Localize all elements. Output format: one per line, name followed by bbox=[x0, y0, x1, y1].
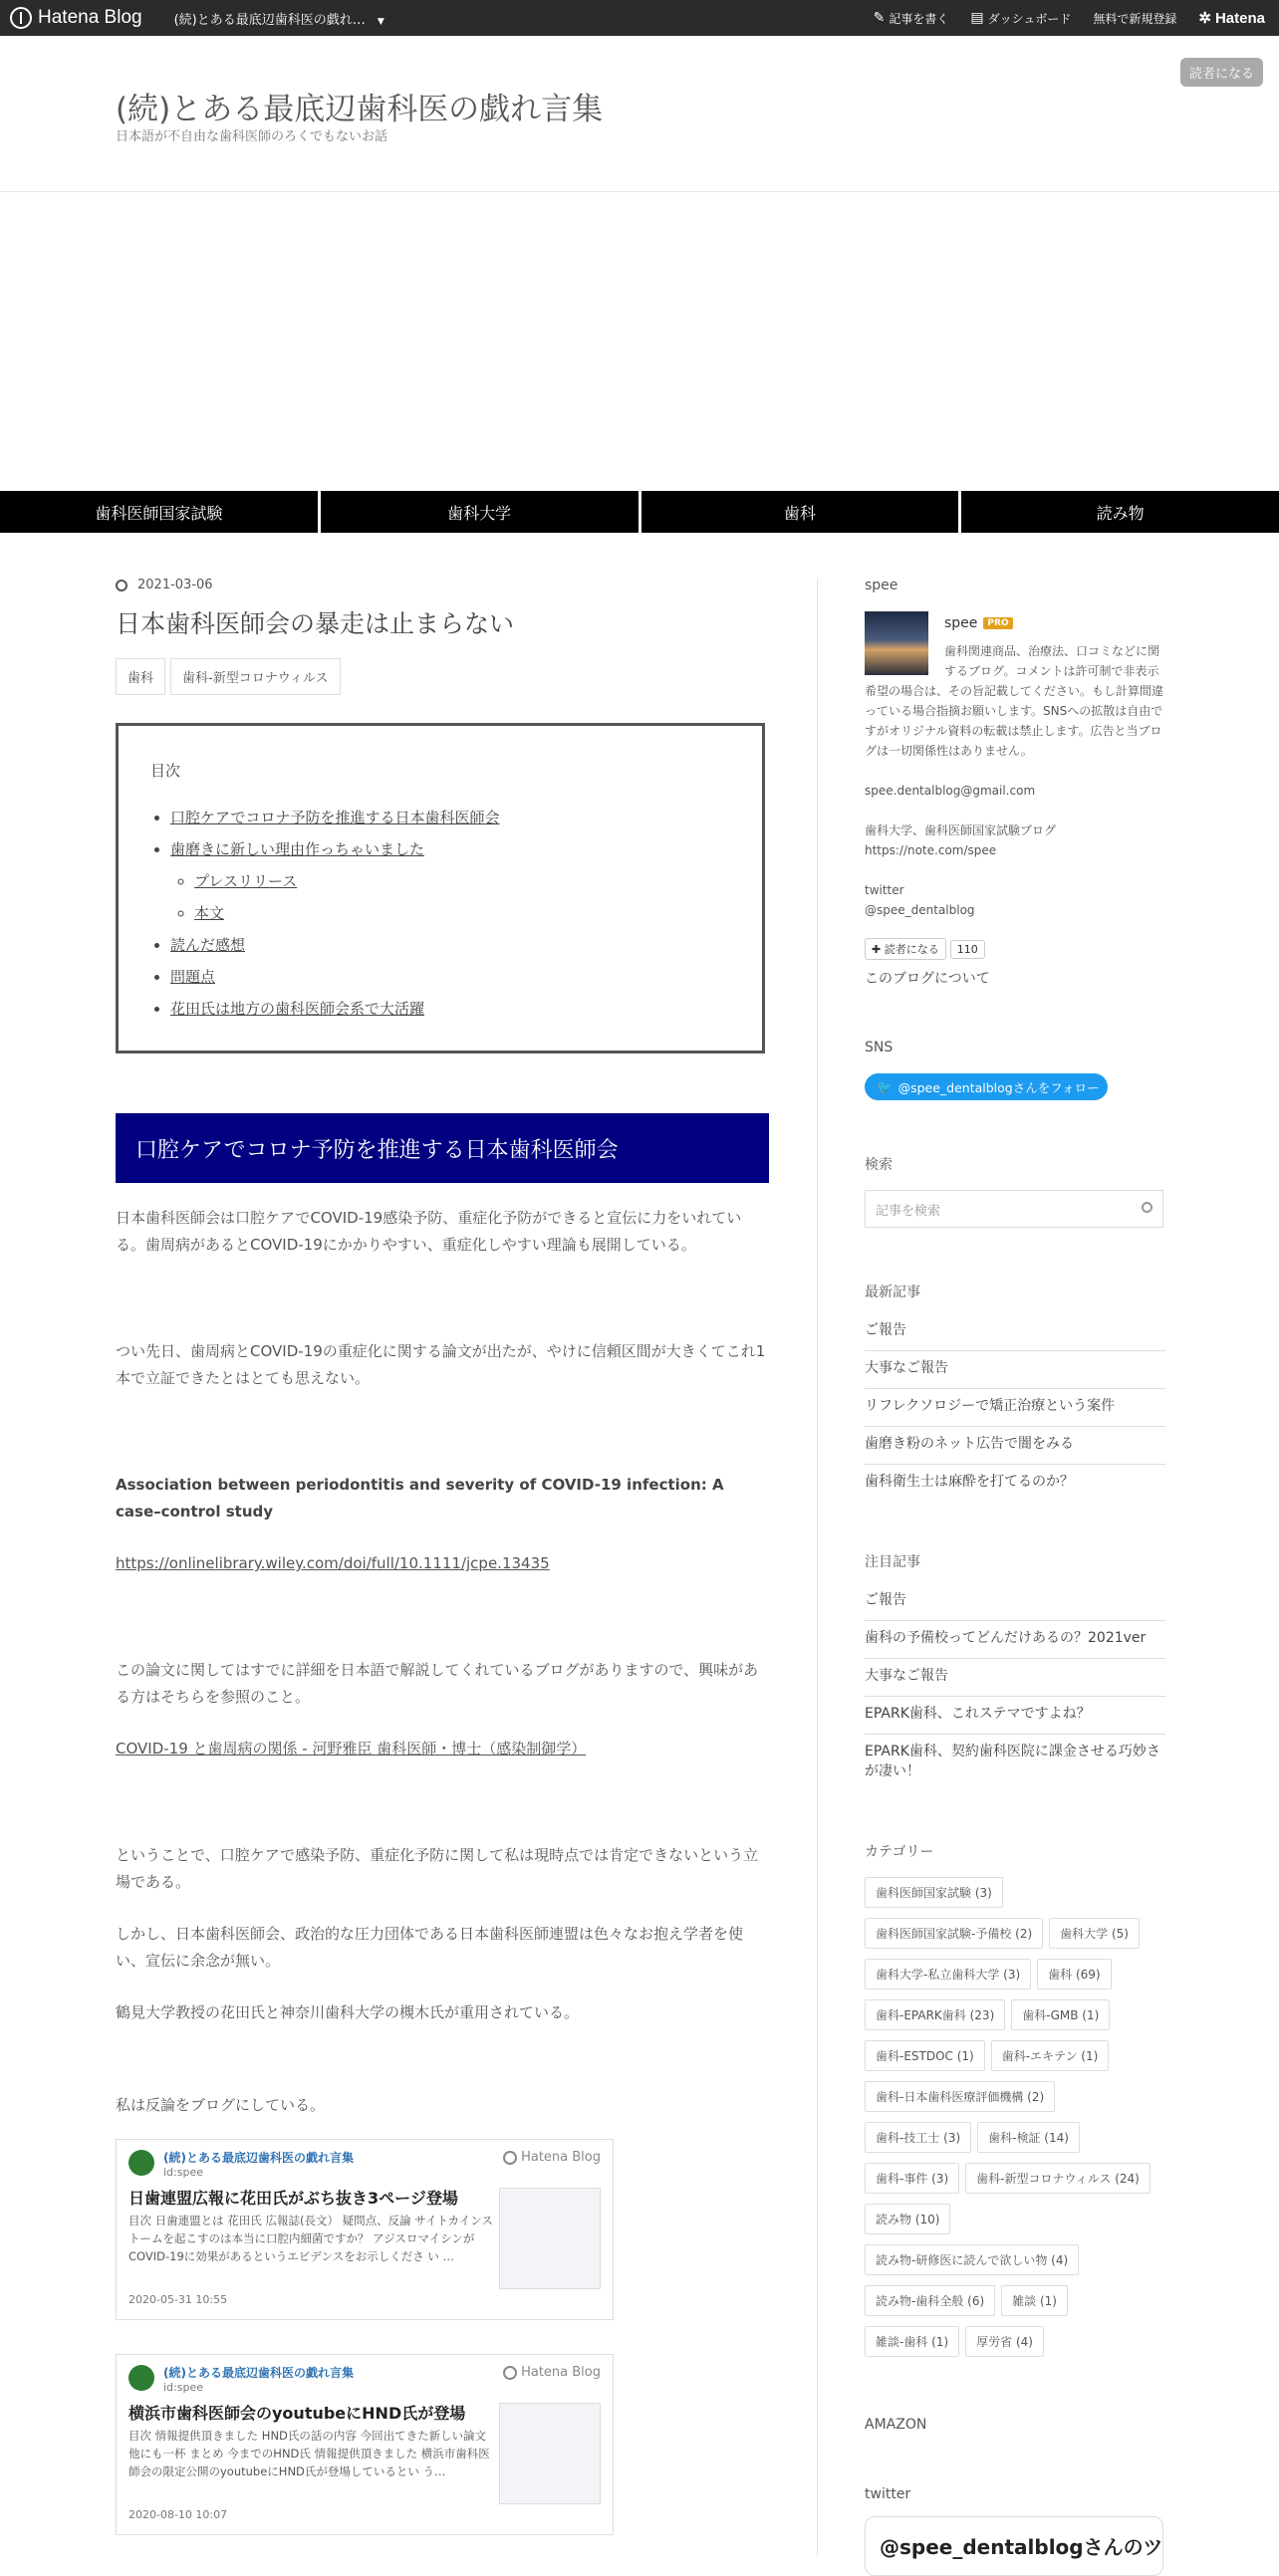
table-of-contents bbox=[116, 723, 765, 1054]
card-thumbnail bbox=[499, 2403, 601, 2504]
embedded-blog-card[interactable] bbox=[116, 2354, 614, 2535]
global-header bbox=[0, 0, 1279, 36]
category-link[interactable]: 歯科大学-私立歯科大学 (3) bbox=[865, 1959, 1031, 1990]
profile-twitter-handle[interactable]: @spee_dentalblog bbox=[865, 903, 975, 917]
profile-heading: spee bbox=[865, 578, 898, 593]
nav-item-dental-university[interactable]: 歯科大学 bbox=[321, 491, 639, 533]
reader-subscribe bbox=[865, 938, 1165, 960]
card-title[interactable]: 横浜市歯科医師会のyoutubeにHND氏が登場 bbox=[128, 2404, 466, 2423]
toc-title: 目次 bbox=[150, 762, 181, 780]
toc-item[interactable]: • 読んだ感想 bbox=[170, 934, 762, 955]
blog-description: 日本語が不自由な歯科医師のろくでもないお話 bbox=[116, 129, 388, 144]
category-link[interactable]: 歯科大学 (5) bbox=[1049, 1918, 1140, 1949]
hatena-logo-text: Hatena bbox=[1214, 9, 1265, 27]
paragraph: 私は反論をブログにしている。 bbox=[116, 2096, 326, 2114]
category-link[interactable]: 歯科-EPARK歯科 (23) bbox=[865, 1999, 1005, 2030]
category-link[interactable]: 雑談 (1) bbox=[1001, 2285, 1068, 2316]
toc-item[interactable]: • 口腔ケアでコロナ予防を推進する日本歯科医師会 bbox=[170, 807, 762, 827]
category-tag[interactable]: 歯科-新型コロナウィルス bbox=[170, 658, 341, 695]
caret-down-icon: ▼ bbox=[377, 16, 384, 27]
dashboard-link[interactable] bbox=[970, 10, 1071, 27]
card-blog-name[interactable]: (続)とある最底辺歯科医の戯れ言集 bbox=[163, 2151, 354, 2165]
plus-icon: ✚ bbox=[872, 943, 885, 956]
featured-heading: 注目記事 bbox=[865, 1554, 920, 1570]
category-heading: カテゴリー bbox=[865, 1844, 934, 1860]
about-blog-link[interactable]: このブログについて bbox=[865, 971, 990, 987]
category-tag[interactable]: 歯科 bbox=[116, 658, 165, 695]
category-link[interactable]: 歯科-エキテン (1) bbox=[991, 2040, 1110, 2071]
profile-note-url[interactable]: https://note.com/spee bbox=[865, 843, 997, 857]
hatena-sparkle-icon: ✲ bbox=[1198, 10, 1211, 27]
hatena-blog-icon bbox=[503, 2151, 517, 2165]
recent-posts-list bbox=[865, 1313, 1165, 1502]
card-hatena-blog-brand bbox=[503, 2150, 601, 2165]
card-brand-text: Hatena Blog bbox=[521, 2150, 601, 2165]
dashboard-icon: ▤ bbox=[970, 10, 984, 26]
twitter-timeline-embed[interactable]: @spee_dentalblogさんのツ bbox=[865, 2516, 1163, 2576]
category-link[interactable]: 読み物 (10) bbox=[865, 2204, 950, 2234]
recent-post-link[interactable]: ご報告 bbox=[865, 1313, 1165, 1351]
recent-post-link[interactable]: 歯磨き粉のネット広告で闇をみる bbox=[865, 1427, 1165, 1465]
nav-item-dentistry[interactable]: 歯科 bbox=[641, 491, 959, 533]
category-link[interactable]: 歯科-ESTDOC (1) bbox=[865, 2040, 985, 2071]
profile-name[interactable]: spee bbox=[944, 615, 978, 631]
twitter-follow-label: @spee_dentalblogさんをフォロー bbox=[897, 1079, 1100, 1095]
recent-post-link[interactable]: 大事なご報告 bbox=[865, 1351, 1165, 1389]
avatar[interactable] bbox=[865, 611, 928, 675]
category-link[interactable]: 歯科 (69) bbox=[1037, 1959, 1111, 1990]
category-list bbox=[865, 1877, 1173, 2367]
pencil-icon: ✎ bbox=[873, 10, 886, 26]
featured-post-link[interactable]: 大事なご報告 bbox=[865, 1659, 1165, 1697]
article-date-text: 2021-03-06 bbox=[137, 578, 213, 592]
paragraph: つい先日、歯周病とCOVID-19の重症化に関する論文が出たが、やけに信頼区間が大きくてこれ1本で立証できたとはとても思えない。 bbox=[116, 1342, 766, 1387]
card-hatena-blog-brand bbox=[503, 2365, 601, 2380]
blog-avatar-icon bbox=[128, 2365, 154, 2391]
twitter-heading: twitter bbox=[865, 2486, 911, 2502]
embedded-blog-card[interactable] bbox=[116, 2139, 614, 2320]
article-title[interactable]: 日本歯科医師会の暴走は止まらない bbox=[116, 609, 515, 638]
card-user-id: id:spee bbox=[163, 2381, 203, 2394]
clock-icon bbox=[116, 580, 128, 591]
recent-post-link[interactable]: 歯科衛生士は麻酔を打てるのか？ bbox=[865, 1474, 1074, 1490]
search-heading: 検索 bbox=[865, 1157, 893, 1173]
sidebar bbox=[865, 578, 1165, 2576]
write-post-label: 記事を書く bbox=[889, 11, 949, 26]
profile-twitter-label: twitter bbox=[865, 883, 904, 897]
sns-heading: SNS bbox=[865, 1040, 894, 1055]
write-post-link[interactable] bbox=[874, 10, 949, 27]
card-user-id: id:spee bbox=[163, 2166, 203, 2179]
category-link[interactable]: 雑談-歯科 (1) bbox=[865, 2326, 959, 2357]
hatena-blog-icon bbox=[503, 2366, 517, 2380]
twitter-bird-icon: 🐦 bbox=[877, 1078, 893, 1094]
card-thumbnail bbox=[499, 2188, 601, 2289]
external-blog-link[interactable]: COVID-19 と歯周病の関係 - 河野雅臣 歯科医師・博士（感染制御学） bbox=[116, 1740, 587, 1757]
card-date: 2020-05-31 10:55 bbox=[128, 2293, 228, 2306]
card-excerpt: 目次 日歯連盟とは 花田氏 広報誌(長文） 疑問点、反論 サイトカインストームを起こすのは本当に口腔内細菌ですか？ アジスロマイシンがCOVID-19に効果があるというエビデンスをお示しくださ い … bbox=[128, 2214, 493, 2263]
paragraph: 日本歯科医師会は口腔ケアでCOVID-19感染予防、重症化予防ができると宣伝に力をいれている。歯周病があるとCOVID-19にかかりやすい、重症化しやすい理論も展開している。 bbox=[116, 1209, 742, 1254]
category-link[interactable]: 歯科-新型コロナウィルス (24) bbox=[965, 2163, 1151, 2194]
article bbox=[116, 578, 769, 2535]
toc-item[interactable]: • 花田氏は地方の歯科医師会系で大活躍 bbox=[170, 998, 762, 1019]
dashboard-label: ダッシュボード bbox=[987, 11, 1072, 26]
blog-switcher[interactable] bbox=[174, 9, 384, 28]
category-link[interactable]: 歯科-技工士 (3) bbox=[865, 2122, 971, 2153]
hatena-blog-icon bbox=[10, 7, 32, 29]
hatena-blog-logo-text: Hatena Blog bbox=[38, 7, 142, 28]
category-link[interactable]: 歯科-検証 (14) bbox=[977, 2122, 1080, 2153]
category-link[interactable]: 歯科医師国家試験-予備校 (2) bbox=[865, 1918, 1043, 1949]
toc-subitem[interactable]: ◦ 本文 bbox=[194, 902, 762, 923]
reader-count[interactable]: 110 bbox=[950, 940, 985, 959]
card-brand-text: Hatena Blog bbox=[521, 2365, 601, 2380]
category-link[interactable]: 歯科-日本歯科医療評価機構 (2) bbox=[865, 2081, 1055, 2112]
nav-item-reading[interactable]: 読み物 bbox=[961, 491, 1279, 533]
section-heading: 口腔ケアでコロナ予防を推進する日本歯科医師会 bbox=[116, 1113, 769, 1183]
article-categories bbox=[116, 658, 769, 695]
category-link[interactable]: 歯科-GMB (1) bbox=[1011, 1999, 1110, 2030]
toc-item[interactable]: 歯磨きに新しい理由作っちゃいました bbox=[170, 840, 425, 858]
twitter-follow-button[interactable] bbox=[865, 1073, 1108, 1100]
paragraph: ということで、口腔ケアで感染予防、重症化予防に関して私は現時点では肯定できないという立場である。 bbox=[116, 1846, 759, 1891]
search-icon[interactable] bbox=[1142, 1202, 1152, 1213]
category-nav bbox=[0, 491, 1279, 533]
category-link[interactable]: 歯科医師国家試験 (3) bbox=[865, 1877, 1003, 1908]
pro-badge: PRO bbox=[983, 617, 1012, 629]
toc-item-group bbox=[170, 838, 762, 923]
category-link[interactable]: 歯科-事件 (3) bbox=[865, 2163, 959, 2194]
signup-link[interactable] bbox=[1093, 10, 1176, 27]
blog-title[interactable]: (続)とある最底辺歯科医の戯れ言集 bbox=[116, 92, 604, 127]
paper-link[interactable]: https://onlinelibrary.wiley.com/doi/full/10.1111/jcpe.13435 bbox=[116, 1554, 550, 1572]
featured-post-link[interactable]: EPARK歯科、これステマですよね？ bbox=[865, 1697, 1165, 1735]
featured-post-link[interactable]: EPARK歯科、契約歯科医院に課金させる巧妙さが凄い！ bbox=[865, 1744, 1160, 1779]
recent-heading: 最新記事 bbox=[865, 1285, 920, 1300]
category-link[interactable]: 厚労省 (4) bbox=[965, 2326, 1044, 2357]
nav-item-dental-exam[interactable]: 歯科医師国家試験 bbox=[0, 491, 318, 533]
hatena-blog-logo[interactable] bbox=[10, 7, 142, 29]
profile-note-label: 歯科大学、歯科医師国家試験ブログ bbox=[865, 823, 1057, 837]
card-date: 2020-08-10 10:07 bbox=[128, 2508, 228, 2521]
reader-button-label: 読者になる bbox=[884, 943, 939, 956]
paragraph: この論文に関してはすでに詳細を日本語で解説してくれているブログがありますので、興味がある方はそちらを参照のこと。 bbox=[116, 1661, 759, 1706]
featured-posts-list bbox=[865, 1583, 1165, 1791]
amazon-heading: AMAZON bbox=[865, 2417, 927, 2433]
paragraph: 鶴見大学教授の花田氏と神奈川歯科大学の槻木氏が重用されている。 bbox=[116, 2003, 580, 2021]
subscribe-button[interactable]: 読者になる bbox=[1180, 58, 1263, 87]
hatena-logo[interactable] bbox=[1198, 9, 1265, 27]
featured-post-link[interactable]: 歯科の予備校ってどんだけあるの？2021ver bbox=[865, 1621, 1165, 1659]
card-blog-name[interactable]: (続)とある最底辺歯科医の戯れ言集 bbox=[163, 2366, 354, 2380]
signup-label: 無料で新規登録 bbox=[1093, 11, 1177, 26]
blog-switcher-label: (続)とある最底辺歯科医の戯れ… bbox=[173, 12, 366, 28]
article-date[interactable] bbox=[116, 578, 769, 592]
profile-module bbox=[865, 611, 1165, 761]
featured-post-link[interactable]: ご報告 bbox=[865, 1583, 1165, 1621]
paper-title: Association between periodontitis and severity of COVID-19 infection: A case–control study bbox=[116, 1476, 724, 1521]
category-link[interactable]: 読み物-歯科全般 (6) bbox=[865, 2285, 995, 2316]
category-link[interactable]: 読み物-研修医に読んで欲しい物 (4) bbox=[865, 2244, 1079, 2275]
profile-description-text: 歯科関連商品、治療法、口コミなどに関するブログ。コメントは許可制で非表示希望の場合は、その旨記載してください。もし計算間違っている場合指摘お願いします。SNSへの拡散は自由ですがオリジナル資料の転載は禁止します。広告と当ブログは一切関係性はありません。 bbox=[865, 644, 1164, 758]
profile-name-row bbox=[944, 615, 1013, 631]
recent-post-link[interactable]: リフレクソロジーで矯正治療という案件 bbox=[865, 1389, 1165, 1427]
profile-email: spee.dentalblog@gmail.com bbox=[865, 784, 1036, 798]
search-input[interactable] bbox=[865, 1190, 1163, 1228]
toc-item[interactable]: • 問題点 bbox=[170, 966, 762, 987]
search-placeholder: 記事を検索 bbox=[876, 1203, 941, 1219]
toc-subitem[interactable]: ◦ プレスリリース bbox=[194, 870, 762, 891]
paragraph: しかし、日本歯科医師会、政治的な圧力団体である日本歯科医師連盟は色々なお抱え学者を使い、宣伝に余念が無い。 bbox=[116, 1925, 744, 1970]
card-excerpt: 目次 情報提供頂きました HND氏の話の内容 今回出てきた新しい論文 他にも一杯 まとめ 今までのHND氏 情報提供頂きました 横浜市歯科医師会の限定公開のyoutubeにHND氏が登場しているとい う… bbox=[128, 2429, 490, 2478]
card-title[interactable]: 日歯連盟広報に花田氏がぶち抜き3ページ登場 bbox=[128, 2189, 458, 2208]
header-divider bbox=[0, 191, 1279, 192]
blog-avatar-icon bbox=[128, 2150, 154, 2176]
column-divider bbox=[817, 578, 818, 2557]
reader-button[interactable] bbox=[865, 938, 946, 960]
